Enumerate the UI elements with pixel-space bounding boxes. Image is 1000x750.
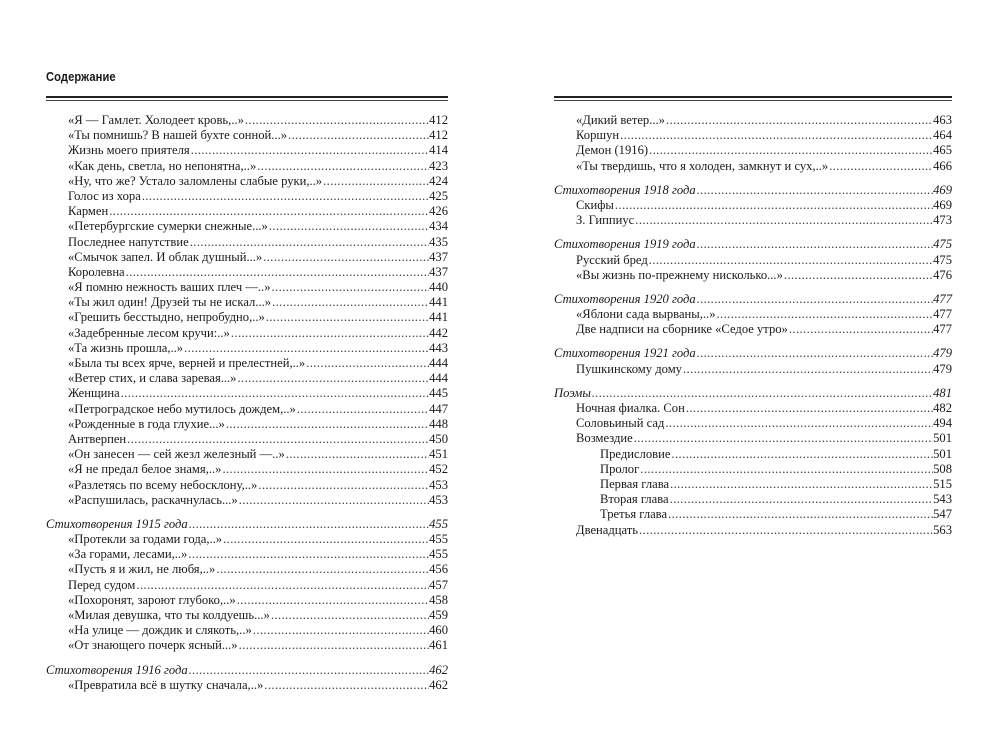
toc-entry-page: 444 [429, 356, 448, 370]
toc-entry [46, 638, 448, 653]
toc-entry-title: Антверпен [68, 431, 127, 446]
toc-entry [554, 268, 952, 283]
toc-entry-title: «Петроградское небо мутилось дождем,..» [68, 401, 296, 416]
toc-entry [46, 608, 448, 623]
dot-leader [237, 371, 429, 386]
toc-entry [46, 219, 448, 234]
toc-entry [46, 341, 448, 356]
dot-leader [127, 432, 429, 447]
toc-entry-page: 424 [429, 173, 448, 188]
toc-entry-page: 482 [933, 401, 952, 415]
toc-entry-title: Пролог [600, 461, 640, 476]
toc-entry-title: Третья глава [600, 507, 668, 522]
toc-entry-page: 462 [429, 677, 448, 692]
toc-entry [554, 253, 952, 268]
toc-entry [46, 356, 448, 371]
toc-entry [46, 532, 448, 547]
toc-entry-title: «Ну, что же? Устало заломлены слабые руки,..» [68, 173, 323, 188]
toc-entry-title: «Задебренные лесом кручи:..» [68, 325, 230, 340]
toc-entry-title: Стихотворения 1915 года [46, 516, 188, 531]
toc-entry-page: 442 [429, 325, 448, 340]
dot-leader [253, 623, 429, 638]
toc-entry-title: «Вы жизнь по-прежнему нисколько...» [576, 267, 783, 282]
toc-entry [46, 623, 448, 638]
toc-entry-page: 441 [429, 310, 448, 325]
dot-leader [615, 198, 933, 213]
toc-entry-title: «От знающего почерк ясный...» [68, 638, 238, 653]
toc-section-heading [554, 386, 952, 401]
toc-entry-title: Голос из хора [68, 188, 141, 203]
toc-entry-title: «Протекли за годами года,..» [68, 532, 223, 547]
toc-entry-title: Скифы [576, 197, 614, 212]
toc-entry [46, 143, 448, 158]
header-rule-thin [46, 100, 448, 101]
dot-leader [263, 250, 429, 265]
toc-entry-title: «Смычок запел. И облак душный...» [68, 249, 263, 264]
toc-entry [554, 431, 952, 446]
dot-leader [257, 159, 429, 174]
dot-leader [683, 362, 933, 377]
dot-leader [245, 113, 429, 128]
toc-entry-page: 469 [933, 182, 952, 197]
toc-entry-page: 445 [429, 386, 448, 401]
toc-entry-page: 481 [933, 385, 952, 400]
toc-entry [46, 189, 448, 204]
dot-leader [697, 346, 933, 361]
toc-entry [46, 310, 448, 325]
toc-entry-page: 543 [933, 492, 952, 507]
dot-leader [639, 523, 933, 538]
header-rule-thick [554, 96, 952, 98]
toc-entry-title: Стихотворения 1920 года [554, 291, 696, 306]
toc-entry [46, 432, 448, 447]
toc-entry-page: 501 [933, 446, 952, 461]
dot-leader [231, 326, 429, 341]
toc-entry [46, 371, 448, 386]
toc-entry-title: «Распушилась, раскачнулась...» [68, 492, 238, 507]
toc-entry [554, 492, 952, 507]
running-head: Содержание [46, 69, 116, 84]
dot-leader [142, 189, 429, 204]
toc-section-heading [46, 517, 448, 532]
toc-entry [46, 326, 448, 341]
toc-entry-page: 455 [429, 547, 448, 562]
dot-leader [272, 295, 429, 310]
toc-entry-title: «Милая девушка, что ты колдуешь...» [68, 608, 270, 622]
toc-entry-page: 464 [933, 128, 952, 143]
toc-gap [554, 337, 952, 346]
toc-entry-page: 453 [429, 492, 448, 507]
dot-leader [189, 663, 429, 678]
dot-leader [288, 128, 429, 143]
toc-entry-title: «Превратила всё в шутку сначала,..» [68, 677, 264, 692]
toc-entry-page: 457 [429, 577, 448, 592]
header-rule-thin [554, 100, 952, 101]
toc-entry-page: 479 [933, 346, 952, 361]
toc-entry [46, 562, 448, 577]
dot-leader [666, 113, 933, 128]
toc-entry-page: 412 [429, 128, 448, 143]
toc-entry-page: 414 [429, 143, 448, 158]
dot-leader [237, 593, 429, 608]
toc-entry-title: «Как день, светла, но непонятна,..» [68, 158, 257, 173]
dot-leader [264, 678, 429, 693]
toc-entry-title: «Я не предал белое знамя,..» [68, 462, 222, 477]
toc-entry [554, 462, 952, 477]
dot-leader [258, 478, 429, 493]
toc-entry-title: «Похоронят, зароют глубоко,..» [68, 592, 236, 607]
toc-entry-title: Демон (1916) [576, 143, 649, 158]
dot-leader [670, 492, 933, 507]
toc-entry-page: 455 [429, 516, 448, 531]
dot-leader [592, 386, 933, 401]
toc-entry-title: «Была ты всех ярче, верней и прелестней,..» [68, 356, 306, 370]
toc-entry-title: «Ты жил один! Друзей ты не искал...» [68, 295, 272, 310]
toc-entry [46, 478, 448, 493]
toc-entry-title: Русский бред [576, 252, 648, 267]
toc-entry-page: 412 [429, 113, 448, 127]
dot-leader [109, 204, 429, 219]
dot-leader [789, 322, 933, 337]
toc-entry [554, 307, 952, 322]
toc-entry-title: Двенадцать [576, 522, 639, 537]
toc-entry-page: 465 [933, 143, 952, 158]
toc-entry-page: 463 [933, 113, 952, 127]
toc-entry-title: «Грешить бесстыдно, непробудно,..» [68, 310, 265, 325]
dot-leader [668, 507, 933, 522]
toc-entry-page: 456 [429, 562, 448, 577]
toc-entry-title: Стихотворения 1916 года [46, 662, 188, 677]
toc-entry-page: 451 [429, 447, 448, 462]
toc-entry-title: «Рожденные в года глухие...» [68, 416, 225, 431]
dot-leader [272, 280, 430, 295]
toc-entry-title: З. Гиппиус [576, 213, 635, 228]
toc-entry [46, 159, 448, 174]
toc-entry-page: 563 [933, 522, 952, 537]
toc-entry-title: Последнее напутствие [68, 234, 189, 249]
toc-entry [554, 128, 952, 143]
toc-entry-title: Коршун [576, 128, 620, 143]
dot-leader [239, 638, 430, 653]
toc-entry-page: 437 [429, 249, 448, 264]
toc-entry-page: 448 [429, 416, 448, 431]
toc-entry-title: Стихотворения 1921 года [554, 346, 696, 361]
dot-leader [306, 356, 429, 371]
dot-leader [784, 268, 933, 283]
dot-leader [649, 253, 933, 268]
toc-section-heading [46, 663, 448, 678]
toc-entry [46, 250, 448, 265]
dot-leader [223, 532, 429, 547]
toc-entry-page: 447 [429, 401, 448, 416]
toc-entry-title: «Он занесен — сей жезл железный —..» [68, 447, 285, 462]
toc-entry-page: 423 [429, 158, 448, 173]
toc-gap [554, 174, 952, 183]
toc-entry-title: Две надписи на сборнике «Седое утро» [576, 322, 788, 337]
toc-entry [554, 401, 952, 416]
dot-leader [634, 431, 933, 446]
toc-entry-title: «Пусть я и жил, не любя,..» [68, 562, 216, 577]
toc-entry-title: Пушкинскому дому [576, 361, 682, 376]
dot-leader [189, 517, 429, 532]
toc-entry [46, 593, 448, 608]
toc-entry-page: 477 [933, 291, 952, 306]
toc-entry [46, 386, 448, 401]
toc-list-right [554, 113, 952, 538]
dot-leader [126, 265, 429, 280]
toc-entry-page: 440 [429, 280, 448, 295]
dot-leader [635, 213, 933, 228]
toc-entry [46, 678, 448, 693]
toc-entry [46, 128, 448, 143]
toc-entry-title: Первая глава [600, 476, 670, 491]
dot-leader [266, 310, 429, 325]
toc-entry-title: Кармен [68, 204, 109, 219]
dot-leader [697, 292, 933, 307]
toc-entry-page: 477 [933, 307, 952, 322]
toc-entry-title: «На улице — дождик и слякоть,..» [68, 623, 252, 638]
toc-entry [554, 477, 952, 492]
toc-entry [46, 417, 448, 432]
toc-entry-title: «Яблони сада вырваны,..» [576, 307, 716, 322]
toc-gap [554, 283, 952, 292]
dot-leader [184, 341, 429, 356]
toc-entry-page: 473 [933, 213, 952, 228]
dot-leader [286, 447, 429, 462]
dot-leader [620, 128, 933, 143]
toc-entry-title: «Я помню нежность ваших плеч —..» [68, 280, 271, 295]
toc-entry-page: 443 [429, 340, 448, 355]
toc-entry-title: «Та жизнь прошла,..» [68, 340, 184, 355]
toc-entry [46, 462, 448, 477]
dot-leader [697, 237, 933, 252]
toc-entry-page: 494 [933, 416, 952, 431]
dot-leader [323, 174, 429, 189]
dot-leader [649, 143, 933, 158]
toc-entry [46, 204, 448, 219]
toc-entry-page: 437 [429, 264, 448, 279]
dot-leader [686, 401, 933, 416]
toc-entry-title: Поэмы [554, 385, 591, 400]
toc-entry-title: Соловьиный сад [576, 416, 665, 431]
dot-leader [222, 462, 429, 477]
dot-leader [640, 462, 933, 477]
toc-entry-page: 441 [429, 295, 448, 310]
toc-entry [46, 265, 448, 280]
toc-entry-page: 450 [429, 431, 448, 446]
toc-entry [554, 213, 952, 228]
toc-entry-title: Стихотворения 1918 года [554, 182, 696, 197]
toc-entry-title: «Петербургские сумерки снежные...» [68, 219, 268, 234]
toc-entry [46, 547, 448, 562]
dot-leader [190, 235, 429, 250]
toc-entry-page: 459 [429, 608, 448, 622]
toc-section-heading [554, 292, 952, 307]
toc-entry-page: 458 [429, 592, 448, 607]
toc-entry-page: 501 [933, 431, 952, 446]
toc-entry [554, 198, 952, 213]
dot-leader [188, 547, 429, 562]
toc-entry [46, 447, 448, 462]
toc-entry [554, 113, 952, 128]
dot-leader [697, 183, 933, 198]
toc-entry-title: Жизнь моего приятеля [68, 143, 190, 158]
dot-leader [665, 416, 933, 431]
toc-entry-title: Возмездие [576, 431, 633, 446]
toc-section-heading [554, 237, 952, 252]
toc-entry [554, 159, 952, 174]
dot-leader [829, 159, 933, 174]
toc-entry-page: 466 [933, 158, 952, 173]
toc-section-heading [554, 183, 952, 198]
toc-entry-page: 508 [933, 461, 952, 476]
toc-entry-title: «Ветер стих, и слава заревая...» [68, 371, 237, 386]
dot-leader [121, 386, 429, 401]
toc-entry [46, 280, 448, 295]
dot-leader [239, 493, 429, 508]
toc-entry-title: Королевна [68, 264, 125, 279]
toc-entry [46, 493, 448, 508]
toc-entry-page: 426 [429, 204, 448, 219]
toc-entry-page: 475 [933, 237, 952, 252]
dot-leader [216, 562, 429, 577]
toc-entry [554, 143, 952, 158]
toc-entry [46, 174, 448, 189]
toc-entry [554, 523, 952, 538]
toc-entry-page: 434 [429, 219, 448, 234]
toc-entry-title: Вторая глава [600, 492, 669, 507]
toc-gap [554, 228, 952, 237]
header-rule-thick [46, 96, 448, 98]
dot-leader [136, 578, 429, 593]
toc-entry-title: «Ты твердишь, что я холоден, замкнут и сух,..» [576, 158, 829, 173]
toc-entry-title: Ночная фиалка. Сон [576, 401, 685, 415]
toc-entry-page: 479 [933, 361, 952, 376]
toc-entry-page: 452 [429, 462, 448, 477]
toc-entry [554, 507, 952, 522]
toc-entry-page: 444 [429, 371, 448, 386]
toc-entry-title: «За горами, лесами,..» [68, 547, 188, 562]
toc-entry-page: 469 [933, 197, 952, 212]
dot-leader [671, 447, 933, 462]
dot-leader [191, 143, 429, 158]
toc-entry-title: «Дикий ветер...» [576, 113, 665, 127]
toc-entry-page: 425 [429, 188, 448, 203]
dot-leader [717, 307, 934, 322]
toc-entry [46, 295, 448, 310]
toc-entry-page: 435 [429, 234, 448, 249]
toc-entry-title: Предисловие [600, 446, 671, 461]
toc-entry-page: 547 [933, 507, 952, 522]
dot-leader [269, 219, 429, 234]
toc-section-heading [554, 346, 952, 361]
toc-gap [46, 508, 448, 517]
toc-entry-page: 475 [933, 252, 952, 267]
toc-entry-title: Перед судом [68, 577, 136, 592]
dot-leader [271, 608, 429, 623]
toc-gap [46, 654, 448, 663]
dot-leader [226, 417, 429, 432]
toc-gap [554, 377, 952, 386]
toc-entry-title: Женщина [68, 386, 120, 401]
dot-leader [297, 402, 429, 417]
toc-entry [554, 416, 952, 431]
toc-entry-page: 476 [933, 267, 952, 282]
toc-entry-page: 462 [429, 662, 448, 677]
toc-entry [554, 362, 952, 377]
toc-entry [554, 322, 952, 337]
toc-entry-title: «Я — Гамлет. Холодеет кровь,..» [68, 113, 244, 127]
toc-entry [46, 235, 448, 250]
toc-entry-page: 461 [429, 638, 448, 653]
toc-entry-title: «Разлетясь по всему небосклону,..» [68, 477, 258, 492]
toc-entry [46, 113, 448, 128]
toc-entry [554, 447, 952, 462]
toc-entry-title: Стихотворения 1919 года [554, 237, 696, 252]
toc-entry-page: 453 [429, 477, 448, 492]
toc-entry [46, 578, 448, 593]
dot-leader [670, 477, 933, 492]
toc-entry [46, 402, 448, 417]
toc-entry-page: 515 [933, 476, 952, 491]
toc-entry-title: «Ты помнишь? В нашей бухте сонной...» [68, 128, 288, 143]
toc-entry-page: 455 [429, 532, 448, 547]
toc-entry-page: 460 [429, 623, 448, 638]
toc-list-left [46, 113, 448, 693]
toc-entry-page: 477 [933, 322, 952, 337]
